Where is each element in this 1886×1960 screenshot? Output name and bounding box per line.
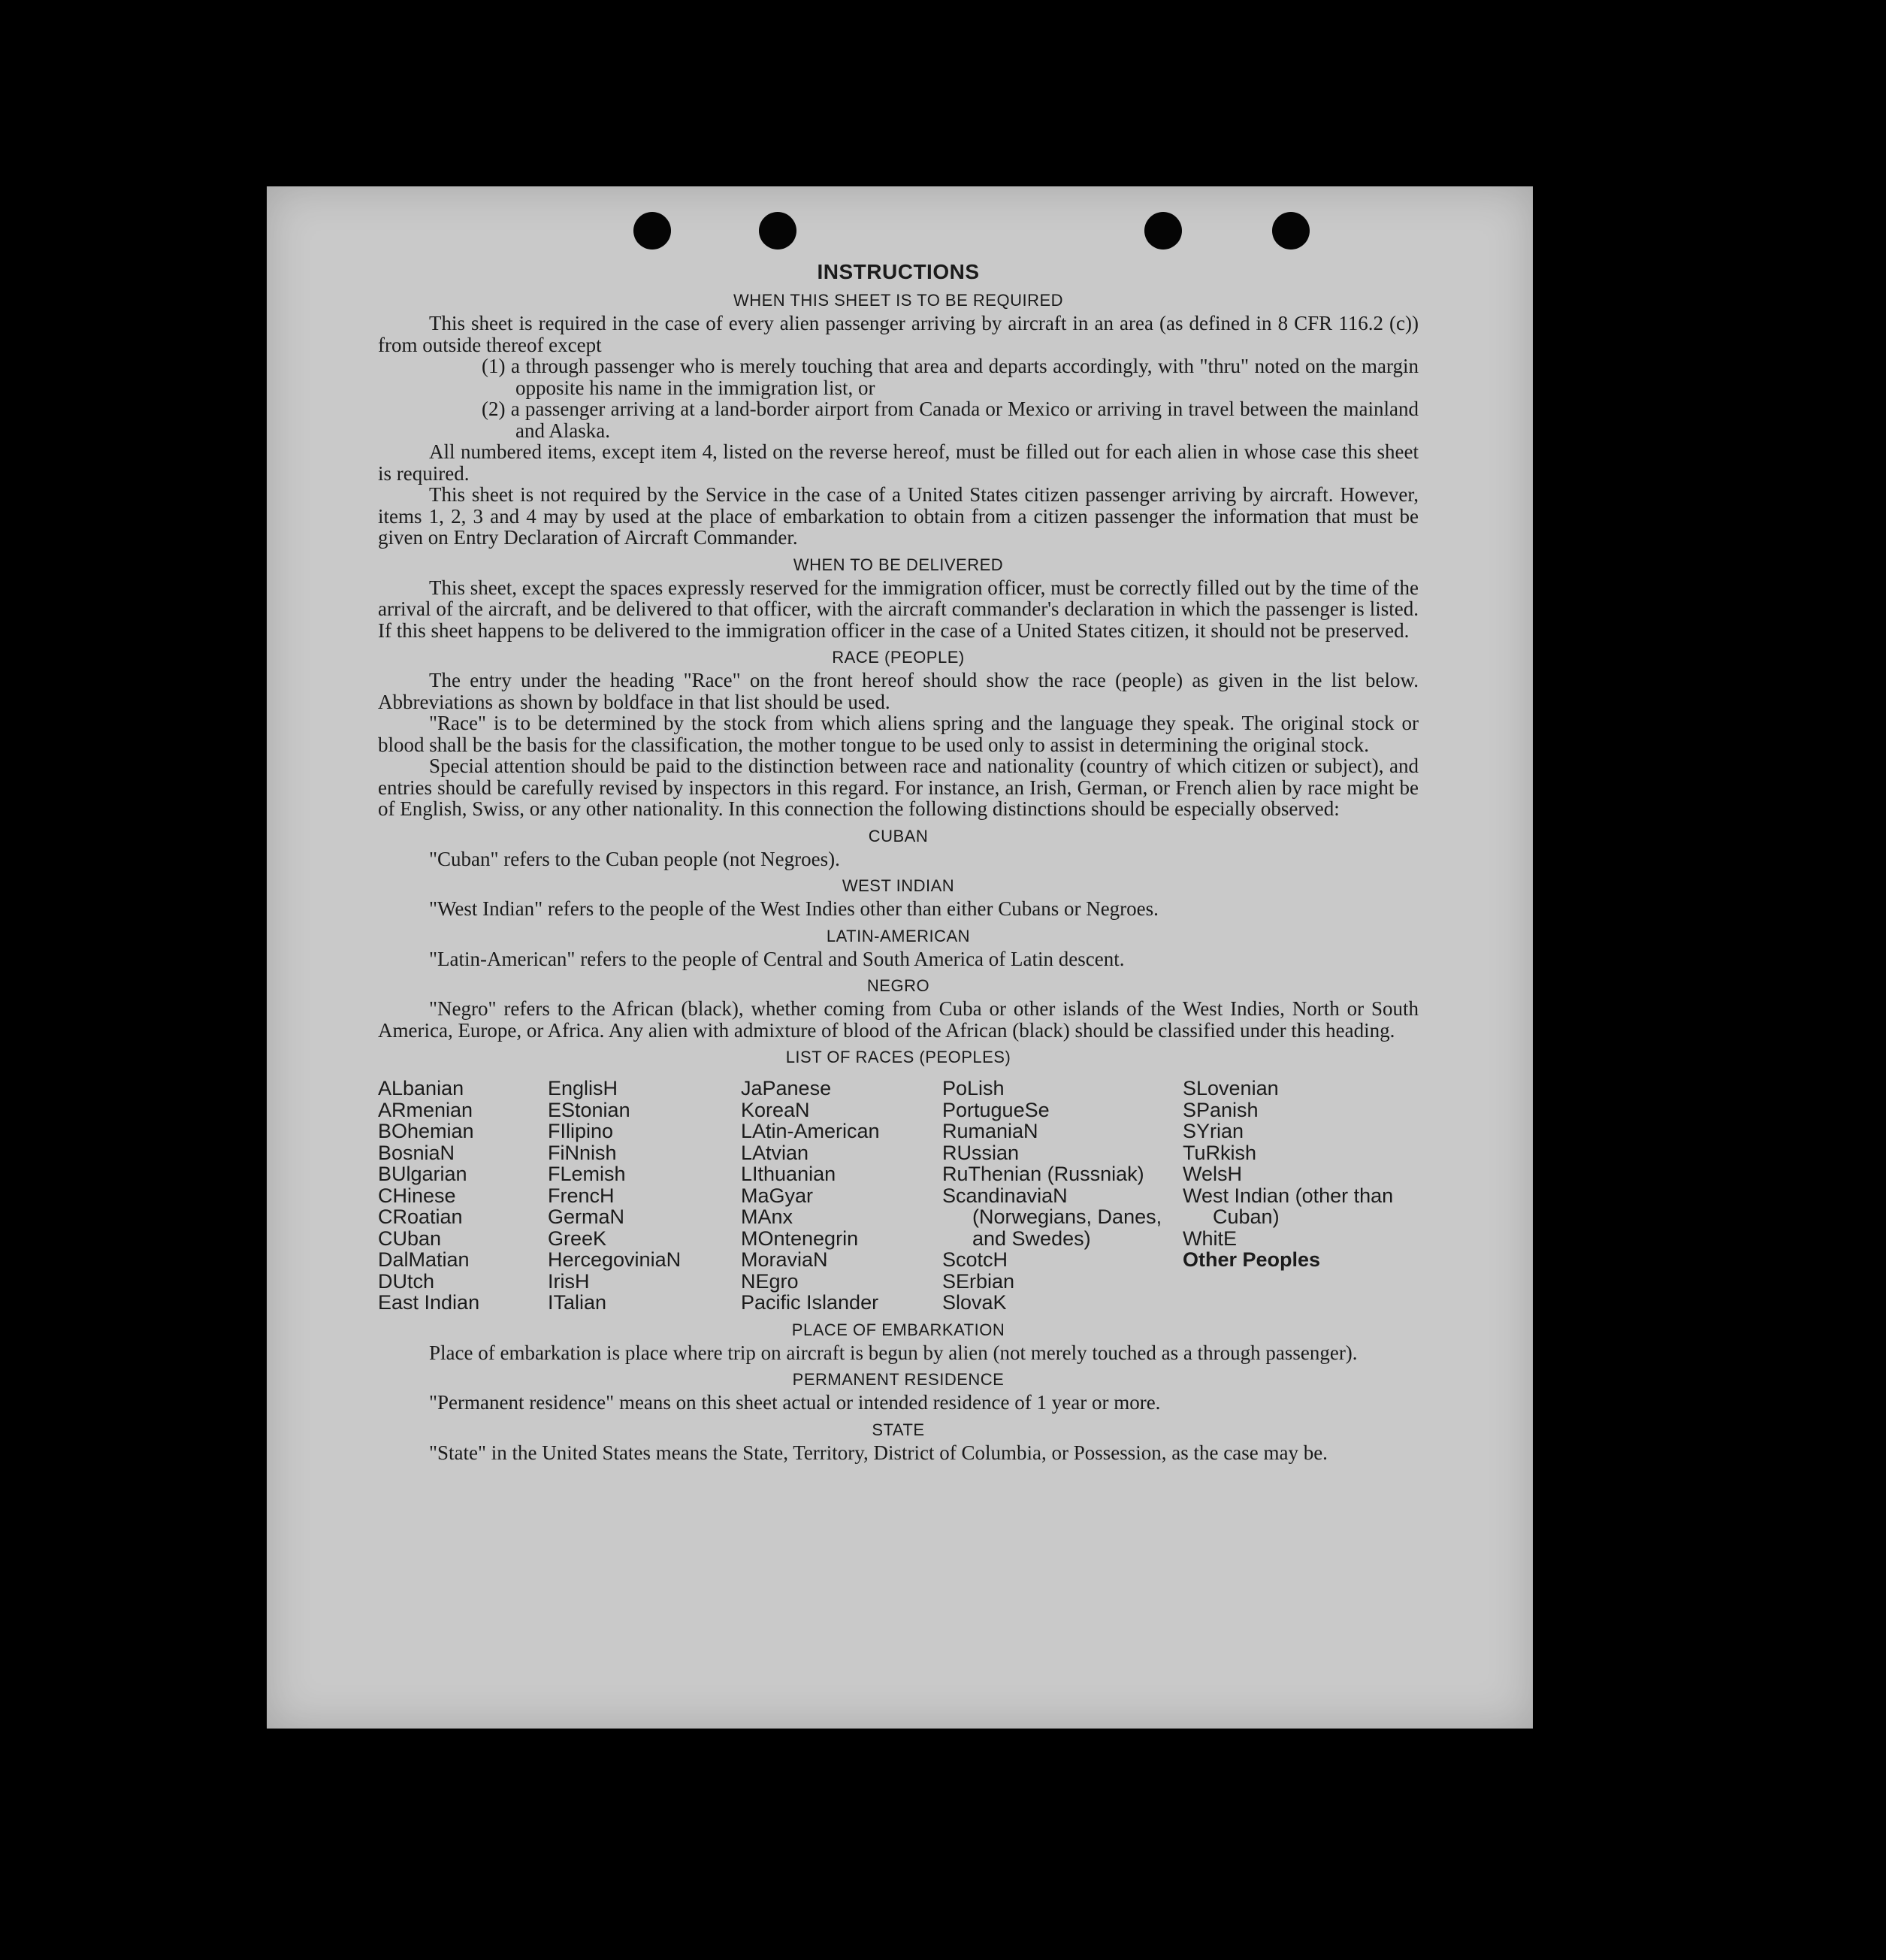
- paragraph: "West Indian" refers to the people of the West Indies other than either Cubans or Negroes.: [429, 897, 1159, 920]
- paragraph: This sheet is required in the case of every alien passenger arriving by aircraft in an area (as defined in 8 CFR 116.2 (c)) from outside thereof except: [378, 312, 1419, 356]
- page-title: INSTRUCTIONS: [817, 260, 980, 283]
- race-item: CUban: [378, 1227, 442, 1250]
- race-item: LAtvian: [741, 1141, 809, 1164]
- race-item: RUssian: [942, 1141, 1020, 1164]
- instructions-body: [378, 260, 1419, 1463]
- race-item: DalMatian: [378, 1248, 470, 1271]
- section-heading: PLACE OF EMBARKATION: [791, 1320, 1005, 1339]
- paragraph: Special attention should be paid to the distinction between race and nationality (country of which citizen or subject), and entries should be carefully revised by inspectors in this regard. For instance, an Irish, German, or French alien by race might be of English, Swiss, or any other nationality. In this connection the following distinctions should be especially observed:: [378, 755, 1419, 820]
- race-item: FrencH: [548, 1184, 615, 1207]
- list-item: (1) a through passenger who is merely touching that area and departs accordingly, with "thru" noted on the margin opposite his name in the immigration list, or: [482, 355, 1419, 399]
- race-item: MAnx: [741, 1205, 793, 1228]
- race-item: EnglisH: [548, 1077, 618, 1099]
- race-item: SYrian: [1183, 1120, 1244, 1142]
- section-heading: LIST OF RACES (PEOPLES): [785, 1048, 1011, 1066]
- race-item: NEgro: [741, 1269, 799, 1293]
- section-heading: WEST INDIAN: [842, 876, 955, 895]
- document-page: [267, 186, 1533, 1729]
- section-heading: NEGRO: [866, 976, 930, 995]
- race-item: SErbian: [942, 1269, 1015, 1293]
- paragraph: Place of embarkation is place where trip on aircraft is begun by alien (not merely touched as a through passenger).: [429, 1341, 1358, 1364]
- race-item: DUtch: [378, 1269, 435, 1293]
- race-item: PoLish: [942, 1077, 1005, 1099]
- race-column: [942, 1078, 1183, 1314]
- race-item: MOntenegrin: [741, 1227, 859, 1250]
- paragraph: This sheet is not required by the Service in the case of a United States citizen passenger arriving by aircraft. However, items 1, 2, 3 and 4 may by used at the place of embarkation to obtain from a citizen passenger the information that must be given on Entry Declaration of Aircraft Commander.: [378, 483, 1419, 549]
- race-item: ALbanian: [378, 1077, 464, 1099]
- race-item: Pacific Islander: [741, 1291, 879, 1314]
- punch-hole: [1144, 212, 1182, 250]
- race-item: FIlipino: [548, 1120, 614, 1142]
- race-item: LAtin-American: [741, 1120, 880, 1142]
- race-item: EStonian: [548, 1098, 630, 1121]
- section-heading: CUBAN: [868, 826, 929, 845]
- paragraph: "Permanent residence" means on this sheet actual or intended residence of 1 year or more.: [429, 1391, 1161, 1414]
- punch-hole: [633, 212, 671, 250]
- race-item: ITalian: [548, 1291, 607, 1314]
- section-heading: STATE: [872, 1420, 925, 1439]
- paragraph: This sheet, except the spaces expressly reserved for the immigration officer, must be correctly filled out by the time of the arrival of the aircraft, and be delivered to that officer, with the aircraft commander's declaration in which the passenger is listed. If this sheet happens to be delivered to the immigration officer in the case of a United States citizen, it should not be preserved.: [378, 576, 1419, 642]
- race-item: PortugueSe: [942, 1098, 1050, 1121]
- race-item: IrisH: [548, 1269, 590, 1293]
- paragraph: "Latin-American" refers to the people of Central and South America of Latin descent.: [429, 947, 1125, 970]
- race-item: FLemish: [548, 1163, 626, 1185]
- race-item: WelsH: [1183, 1163, 1243, 1185]
- race-item: SPanish: [1183, 1098, 1259, 1121]
- race-item: SLovenian: [1183, 1077, 1279, 1099]
- race-item: BosniaN: [378, 1141, 455, 1164]
- race-item: ARmenian: [378, 1098, 473, 1121]
- race-item: CRoatian: [378, 1205, 463, 1228]
- race-item: TuRkish: [1183, 1141, 1257, 1164]
- section-heading: WHEN TO BE DELIVERED: [793, 555, 1004, 574]
- race-item: MoraviaN: [741, 1248, 828, 1271]
- race-item: ScandinaviaN (Norwegians, Danes, and Swedes): [942, 1184, 1162, 1250]
- section-heading: RACE (PEOPLE): [832, 648, 965, 667]
- race-item: WhitE: [1183, 1227, 1238, 1250]
- list-item: (2) a passenger arriving at a land-border airport from Canada or Mexico or arriving in travel between the mainland and Alaska.: [482, 398, 1419, 442]
- paragraph: The entry under the heading "Race" on the front hereof should show the race (people) as given in the list below. Abbreviations as shown by boldface in that list should be used.: [378, 669, 1419, 713]
- race-item: East Indian: [378, 1291, 480, 1314]
- paragraph: "Race" is to be determined by the stock from which aliens spring and the language they speak. The original stock or blood shall be the basis for the classification, the mother tongue to be used only to assist in determining the original stock.: [378, 712, 1419, 756]
- race-item: MaGyar: [741, 1184, 814, 1207]
- section-heading: WHEN THIS SHEET IS TO BE REQUIRED: [733, 291, 1064, 310]
- race-column: [741, 1078, 942, 1314]
- race-list: [378, 1078, 1419, 1314]
- race-column: [378, 1078, 548, 1314]
- race-item: LIthuanian: [741, 1163, 836, 1185]
- punch-hole: [1272, 212, 1310, 250]
- punch-hole: [759, 212, 796, 250]
- section-heading: LATIN-AMERICAN: [826, 926, 971, 945]
- race-item: FiNnish: [548, 1141, 617, 1164]
- race-item: ScotcH: [942, 1248, 1008, 1271]
- race-item: BUlgarian: [378, 1163, 467, 1185]
- race-item: JaPanese: [741, 1077, 832, 1099]
- race-item: RumaniaN: [942, 1120, 1038, 1142]
- paragraph: "State" in the United States means the State, Territory, District of Columbia, or Possession, as the case may be.: [429, 1441, 1328, 1464]
- race-item: CHinese: [378, 1184, 456, 1207]
- race-item: RuThenian (Russniak): [942, 1163, 1144, 1185]
- race-item: West Indian (other than Cuban): [1183, 1184, 1394, 1228]
- race-item: BOhemian: [378, 1120, 474, 1142]
- paragraph: "Cuban" refers to the Cuban people (not Negroes).: [429, 847, 840, 870]
- race-column: [548, 1078, 741, 1314]
- paragraph: All numbered items, except item 4, listed on the reverse hereof, must be filled out for each alien in whose case this sheet is required.: [378, 440, 1419, 485]
- race-item: Other Peoples: [1183, 1248, 1321, 1271]
- race-item: GreeK: [548, 1227, 607, 1250]
- paragraph: "Negro" refers to the African (black), whether coming from Cuba or other islands of the West Indies, North or South America, Europe, or Africa. Any alien with admixture of blood of the African (black) should be classified under this heading.: [378, 997, 1419, 1042]
- race-item: KoreaN: [741, 1098, 810, 1121]
- race-item: HercegoviniaN: [548, 1248, 682, 1271]
- section-heading: PERMANENT RESIDENCE: [792, 1370, 1005, 1389]
- race-item: SlovaK: [942, 1291, 1007, 1314]
- race-column: [1183, 1078, 1408, 1314]
- race-item: GermaN: [548, 1205, 625, 1228]
